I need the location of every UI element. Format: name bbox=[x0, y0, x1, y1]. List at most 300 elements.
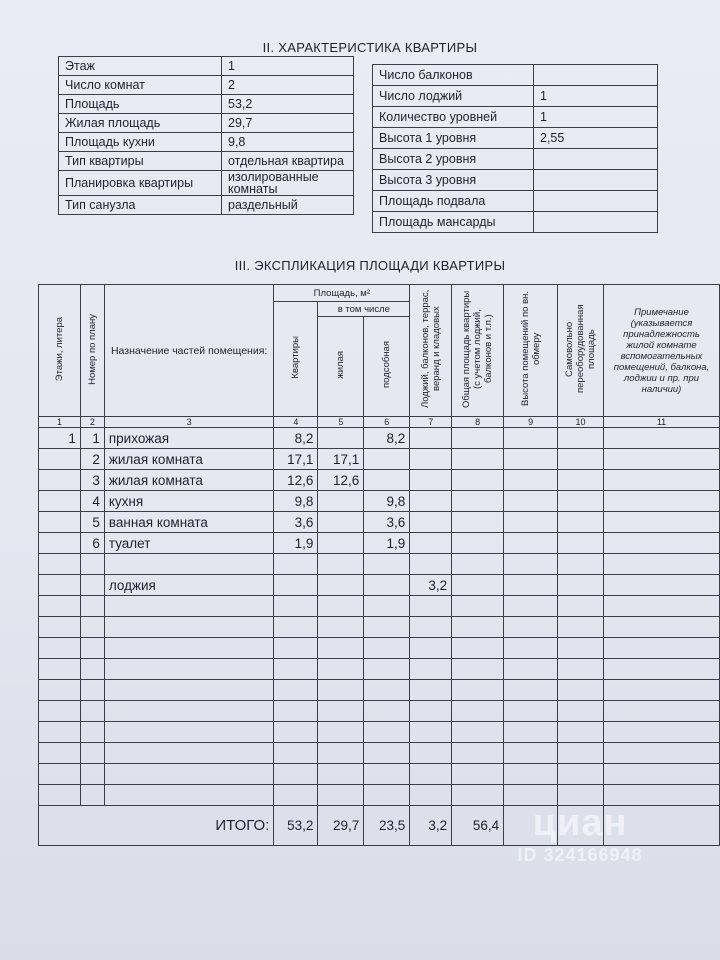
explication-row bbox=[39, 449, 720, 470]
cell-name: прихожая bbox=[104, 428, 274, 449]
characteristic-label: Этаж bbox=[59, 57, 222, 76]
cell-empty bbox=[504, 659, 558, 680]
cell-empty bbox=[274, 680, 318, 701]
header-plan-no: Номер по плану bbox=[80, 285, 104, 417]
cell-empty bbox=[318, 701, 364, 722]
cell-empty bbox=[364, 701, 410, 722]
cell-empty bbox=[410, 659, 452, 680]
cell-flat: 9,8 bbox=[274, 491, 318, 512]
cell-empty bbox=[452, 554, 504, 575]
cell-floor bbox=[39, 470, 81, 491]
cell-empty bbox=[558, 575, 604, 596]
header-height: Высота помещений по вн. обмеру bbox=[504, 285, 558, 417]
header-purpose: Назначение частей помещения: bbox=[104, 285, 274, 417]
cell-aux bbox=[364, 449, 410, 470]
cell-empty bbox=[39, 764, 81, 785]
cell-empty bbox=[452, 701, 504, 722]
cell-flat: 1,9 bbox=[274, 533, 318, 554]
characteristic-value: изолированные комнаты bbox=[222, 171, 354, 196]
cell-empty bbox=[104, 785, 274, 806]
cell-empty bbox=[410, 743, 452, 764]
totals-loggia: 3,2 bbox=[410, 806, 452, 846]
cell-no: 6 bbox=[80, 533, 104, 554]
cell-empty bbox=[452, 533, 504, 554]
explication-row bbox=[39, 512, 720, 533]
explication-row bbox=[39, 428, 720, 449]
level-row bbox=[373, 128, 658, 149]
cell-living bbox=[318, 533, 364, 554]
characteristic-label: Площадь bbox=[59, 95, 222, 114]
level-label: Площадь мансарды bbox=[373, 212, 534, 233]
characteristic-label: Площадь кухни bbox=[59, 133, 222, 152]
cell-empty bbox=[504, 764, 558, 785]
empty-row bbox=[39, 785, 720, 806]
explication-row bbox=[39, 470, 720, 491]
characteristic-row bbox=[59, 57, 354, 76]
level-value bbox=[534, 170, 658, 191]
cell-empty bbox=[604, 680, 720, 701]
explication-row bbox=[39, 491, 720, 512]
cell-empty bbox=[604, 638, 720, 659]
characteristic-label: Число комнат bbox=[59, 76, 222, 95]
cell-empty bbox=[558, 554, 604, 575]
cell-empty bbox=[80, 638, 104, 659]
characteristic-row bbox=[59, 114, 354, 133]
characteristic-value: отдельная квартира bbox=[222, 152, 354, 171]
column-number: 5 bbox=[318, 417, 364, 428]
empty-row bbox=[39, 764, 720, 785]
cell-empty bbox=[274, 701, 318, 722]
level-row bbox=[373, 170, 658, 191]
cell-empty bbox=[274, 785, 318, 806]
cell-empty bbox=[604, 743, 720, 764]
level-value: 2,55 bbox=[534, 128, 658, 149]
characteristic-value: 9,8 bbox=[222, 133, 354, 152]
cell-empty bbox=[452, 596, 504, 617]
header-flats: Квартиры bbox=[274, 302, 318, 417]
cell-empty bbox=[504, 806, 558, 846]
cell-no bbox=[80, 554, 104, 575]
cell-empty bbox=[452, 575, 504, 596]
level-label: Высота 2 уровня bbox=[373, 149, 534, 170]
characteristic-value: раздельный bbox=[222, 196, 354, 215]
cell-empty bbox=[504, 617, 558, 638]
cell-flat: 12,6 bbox=[274, 470, 318, 491]
cell-empty bbox=[558, 512, 604, 533]
cell-flat bbox=[274, 575, 318, 596]
watermark-id: ID 324166948 bbox=[517, 845, 643, 865]
cell-empty bbox=[318, 617, 364, 638]
cell-empty bbox=[80, 764, 104, 785]
cell-empty bbox=[504, 680, 558, 701]
cell-empty bbox=[274, 638, 318, 659]
watermark-logo: циан bbox=[532, 802, 628, 844]
cell-empty bbox=[452, 428, 504, 449]
level-label: Число лоджий bbox=[373, 86, 534, 107]
cell-living: 17,1 bbox=[318, 449, 364, 470]
cell-empty bbox=[504, 491, 558, 512]
cell-empty bbox=[452, 764, 504, 785]
characteristic-label: Планировка квартиры bbox=[59, 171, 222, 196]
totals-row bbox=[39, 806, 720, 846]
characteristic-row bbox=[59, 171, 354, 196]
cell-empty bbox=[274, 596, 318, 617]
cell-empty bbox=[504, 743, 558, 764]
cell-living bbox=[318, 575, 364, 596]
cell-empty bbox=[104, 701, 274, 722]
cell-loggia: 3,2 bbox=[410, 575, 452, 596]
cell-no bbox=[80, 575, 104, 596]
column-number: 3 bbox=[104, 417, 274, 428]
cell-empty bbox=[604, 449, 720, 470]
level-label: Площадь подвала bbox=[373, 191, 534, 212]
cell-no: 2 bbox=[80, 449, 104, 470]
cell-empty bbox=[604, 575, 720, 596]
cell-empty bbox=[452, 722, 504, 743]
characteristic-value: 29,7 bbox=[222, 114, 354, 133]
cell-flat: 3,6 bbox=[274, 512, 318, 533]
cell-empty bbox=[364, 596, 410, 617]
cell-loggia bbox=[410, 449, 452, 470]
cell-empty bbox=[452, 470, 504, 491]
column-number: 7 bbox=[410, 417, 452, 428]
totals-flat: 53,2 bbox=[274, 806, 318, 846]
cell-empty bbox=[558, 449, 604, 470]
cell-empty bbox=[558, 617, 604, 638]
cell-empty bbox=[274, 743, 318, 764]
cell-name bbox=[104, 554, 274, 575]
cell-empty bbox=[604, 470, 720, 491]
cell-empty bbox=[558, 596, 604, 617]
characteristic-row bbox=[59, 196, 354, 215]
cell-empty bbox=[410, 638, 452, 659]
cell-loggia bbox=[410, 533, 452, 554]
cell-empty bbox=[318, 638, 364, 659]
column-number: 1 bbox=[39, 417, 81, 428]
cell-name: ванная комната bbox=[104, 512, 274, 533]
explication-row bbox=[39, 533, 720, 554]
cell-floor: 1 bbox=[39, 428, 81, 449]
explication-row bbox=[39, 554, 720, 575]
characteristic-label: Жилая площадь bbox=[59, 114, 222, 133]
cell-empty bbox=[504, 701, 558, 722]
cell-empty bbox=[104, 638, 274, 659]
cell-living: 12,6 bbox=[318, 470, 364, 491]
cell-floor bbox=[39, 449, 81, 470]
empty-row bbox=[39, 659, 720, 680]
characteristic-row bbox=[59, 76, 354, 95]
cell-empty bbox=[604, 701, 720, 722]
cell-floor bbox=[39, 554, 81, 575]
empty-row bbox=[39, 701, 720, 722]
cell-empty bbox=[39, 617, 81, 638]
cell-empty bbox=[504, 512, 558, 533]
level-row bbox=[373, 86, 658, 107]
column-numbers-row bbox=[39, 417, 720, 428]
level-label: Высота 3 уровня bbox=[373, 170, 534, 191]
column-number: 9 bbox=[504, 417, 558, 428]
level-label: Число балконов bbox=[373, 65, 534, 86]
cell-empty bbox=[604, 722, 720, 743]
cell-empty bbox=[452, 785, 504, 806]
column-number: 11 bbox=[604, 417, 720, 428]
cell-aux bbox=[364, 554, 410, 575]
explication-row bbox=[39, 575, 720, 596]
cell-aux: 9,8 bbox=[364, 491, 410, 512]
cell-empty bbox=[80, 680, 104, 701]
cell-empty bbox=[558, 638, 604, 659]
cell-empty bbox=[318, 743, 364, 764]
cell-empty bbox=[80, 701, 104, 722]
cell-empty bbox=[80, 659, 104, 680]
column-number: 4 bbox=[274, 417, 318, 428]
cell-floor bbox=[39, 533, 81, 554]
cell-empty bbox=[80, 722, 104, 743]
cell-empty bbox=[504, 449, 558, 470]
totals-label: ИТОГО: bbox=[39, 806, 274, 846]
level-value bbox=[534, 212, 658, 233]
cell-loggia bbox=[410, 470, 452, 491]
characteristic-value: 53,2 bbox=[222, 95, 354, 114]
cell-empty bbox=[364, 764, 410, 785]
cell-empty bbox=[410, 617, 452, 638]
characteristic-value: 2 bbox=[222, 76, 354, 95]
cell-empty bbox=[504, 470, 558, 491]
cell-empty bbox=[558, 722, 604, 743]
cell-name: жилая комната bbox=[104, 470, 274, 491]
cell-empty bbox=[452, 617, 504, 638]
header-area: Площадь, м² bbox=[274, 285, 410, 302]
column-number: 2 bbox=[80, 417, 104, 428]
cell-empty bbox=[410, 764, 452, 785]
cell-empty bbox=[410, 596, 452, 617]
cell-empty bbox=[410, 680, 452, 701]
cell-empty bbox=[604, 785, 720, 806]
cell-empty bbox=[504, 575, 558, 596]
empty-row bbox=[39, 596, 720, 617]
cell-empty bbox=[318, 785, 364, 806]
cell-empty bbox=[410, 701, 452, 722]
section-3-title: III. ЭКСПЛИКАЦИЯ ПЛОЩАДИ КВАРТИРЫ bbox=[234, 258, 506, 273]
cell-empty bbox=[452, 491, 504, 512]
cell-empty bbox=[39, 680, 81, 701]
cell-empty bbox=[604, 533, 720, 554]
cell-empty bbox=[504, 554, 558, 575]
cell-empty bbox=[604, 617, 720, 638]
cell-empty bbox=[364, 638, 410, 659]
cell-name: жилая комната bbox=[104, 449, 274, 470]
cell-empty bbox=[274, 659, 318, 680]
cell-aux bbox=[364, 575, 410, 596]
levels-characteristics-table bbox=[372, 64, 658, 233]
cell-empty bbox=[504, 722, 558, 743]
cell-empty bbox=[318, 764, 364, 785]
level-value bbox=[534, 191, 658, 212]
cell-empty bbox=[104, 680, 274, 701]
header-living: жилая bbox=[318, 317, 364, 417]
header-note: Примечание (указывается принадлежность жилой комнате вспомогательных помещений, балкона, лоджии и пр. при наличии) bbox=[604, 285, 720, 417]
level-row bbox=[373, 191, 658, 212]
cell-empty bbox=[604, 596, 720, 617]
totals-living: 29,7 bbox=[318, 806, 364, 846]
cell-empty bbox=[39, 638, 81, 659]
cell-empty bbox=[318, 596, 364, 617]
cell-empty bbox=[410, 722, 452, 743]
cell-aux bbox=[364, 470, 410, 491]
header-unauth: Самовольно переоборудованная площадь bbox=[558, 285, 604, 417]
cell-empty bbox=[39, 701, 81, 722]
header-incl: в том числе bbox=[318, 302, 410, 317]
characteristic-value: 1 bbox=[222, 57, 354, 76]
cell-loggia bbox=[410, 491, 452, 512]
cell-empty bbox=[80, 785, 104, 806]
cell-name: туалет bbox=[104, 533, 274, 554]
empty-row bbox=[39, 722, 720, 743]
level-value: 1 bbox=[534, 86, 658, 107]
area-explication-table bbox=[38, 284, 720, 846]
cell-empty bbox=[604, 512, 720, 533]
cell-empty bbox=[558, 785, 604, 806]
empty-row bbox=[39, 743, 720, 764]
cell-aux: 1,9 bbox=[364, 533, 410, 554]
cell-empty bbox=[318, 680, 364, 701]
cell-name: кухня bbox=[104, 491, 274, 512]
cell-empty bbox=[104, 617, 274, 638]
cell-empty bbox=[452, 743, 504, 764]
empty-row bbox=[39, 638, 720, 659]
cell-empty bbox=[274, 722, 318, 743]
cell-empty bbox=[604, 554, 720, 575]
cell-empty bbox=[104, 764, 274, 785]
cell-no: 5 bbox=[80, 512, 104, 533]
header-aux: подсобная bbox=[364, 317, 410, 417]
cell-empty bbox=[452, 449, 504, 470]
cell-no: 3 bbox=[80, 470, 104, 491]
cell-empty bbox=[604, 491, 720, 512]
cell-empty bbox=[364, 680, 410, 701]
level-label: Высота 1 уровня bbox=[373, 128, 534, 149]
cell-floor bbox=[39, 575, 81, 596]
cell-no: 4 bbox=[80, 491, 104, 512]
cell-empty bbox=[39, 596, 81, 617]
level-value bbox=[534, 149, 658, 170]
cell-empty bbox=[604, 428, 720, 449]
cell-empty bbox=[80, 596, 104, 617]
cell-empty bbox=[318, 659, 364, 680]
cell-loggia bbox=[410, 512, 452, 533]
cell-empty bbox=[504, 428, 558, 449]
header-total: Общая площадь квартиры (с учетом лоджий, балконов и т.п.) bbox=[452, 285, 504, 417]
cell-living bbox=[318, 491, 364, 512]
level-row bbox=[373, 212, 658, 233]
characteristic-row bbox=[59, 95, 354, 114]
cell-empty bbox=[39, 785, 81, 806]
level-row bbox=[373, 107, 658, 128]
header-floors: Этажи, литера bbox=[39, 285, 81, 417]
cell-empty bbox=[274, 617, 318, 638]
cell-empty bbox=[558, 764, 604, 785]
cell-flat: 17,1 bbox=[274, 449, 318, 470]
cell-empty bbox=[364, 743, 410, 764]
cell-empty bbox=[452, 638, 504, 659]
column-number: 8 bbox=[452, 417, 504, 428]
cell-empty bbox=[504, 533, 558, 554]
cell-empty bbox=[364, 722, 410, 743]
cell-empty bbox=[452, 680, 504, 701]
empty-row bbox=[39, 680, 720, 701]
cell-empty bbox=[452, 512, 504, 533]
characteristic-label: Тип квартиры bbox=[59, 152, 222, 171]
cell-aux: 8,2 bbox=[364, 428, 410, 449]
cell-empty bbox=[558, 470, 604, 491]
cell-empty bbox=[39, 659, 81, 680]
cell-empty bbox=[318, 722, 364, 743]
section-2-title: II. ХАРАКТЕРИСТИКА КВАРТИРЫ bbox=[262, 40, 478, 55]
characteristic-row bbox=[59, 133, 354, 152]
cell-empty bbox=[558, 743, 604, 764]
cell-living bbox=[318, 512, 364, 533]
cell-empty bbox=[604, 659, 720, 680]
cell-living bbox=[318, 428, 364, 449]
cell-empty bbox=[504, 785, 558, 806]
cell-empty bbox=[80, 617, 104, 638]
level-row bbox=[373, 149, 658, 170]
cell-empty bbox=[364, 785, 410, 806]
characteristic-row bbox=[59, 152, 354, 171]
cell-empty bbox=[558, 701, 604, 722]
cell-empty bbox=[558, 680, 604, 701]
cell-empty bbox=[80, 743, 104, 764]
header-loggias: Лоджий, балконов, террас, веранд и кладовых bbox=[410, 285, 452, 417]
header-row-1 bbox=[39, 285, 720, 302]
cell-empty bbox=[558, 533, 604, 554]
cell-flat bbox=[274, 554, 318, 575]
characteristic-label: Тип санузла bbox=[59, 196, 222, 215]
cell-empty bbox=[104, 722, 274, 743]
cell-empty bbox=[39, 722, 81, 743]
level-value: 1 bbox=[534, 107, 658, 128]
empty-row bbox=[39, 617, 720, 638]
cell-no: 1 bbox=[80, 428, 104, 449]
cell-empty bbox=[364, 617, 410, 638]
cell-empty bbox=[104, 659, 274, 680]
cell-living bbox=[318, 554, 364, 575]
level-value bbox=[534, 65, 658, 86]
cell-flat: 8,2 bbox=[274, 428, 318, 449]
cell-empty bbox=[558, 428, 604, 449]
cell-floor bbox=[39, 512, 81, 533]
cell-empty bbox=[410, 785, 452, 806]
cell-empty bbox=[558, 806, 604, 846]
cell-empty bbox=[558, 659, 604, 680]
cell-empty bbox=[504, 596, 558, 617]
cell-empty bbox=[39, 743, 81, 764]
cell-empty bbox=[504, 638, 558, 659]
cell-empty bbox=[104, 743, 274, 764]
cell-loggia bbox=[410, 428, 452, 449]
cell-loggia bbox=[410, 554, 452, 575]
level-row bbox=[373, 65, 658, 86]
totals-aux: 23,5 bbox=[364, 806, 410, 846]
column-number: 10 bbox=[558, 417, 604, 428]
cell-floor bbox=[39, 491, 81, 512]
cell-empty bbox=[104, 596, 274, 617]
cell-empty bbox=[604, 806, 720, 846]
cell-empty bbox=[452, 659, 504, 680]
cell-empty bbox=[274, 764, 318, 785]
totals-total: 56,4 bbox=[452, 806, 504, 846]
flat-characteristics-table bbox=[58, 56, 354, 215]
